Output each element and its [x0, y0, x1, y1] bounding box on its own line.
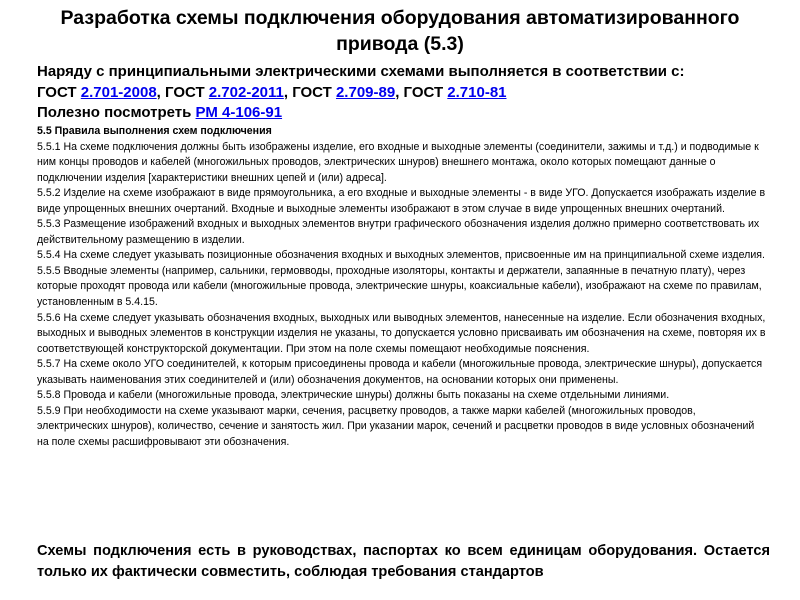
gost-link-2-710[interactable]: 2.710-81: [447, 83, 507, 101]
rule-item: 5.5.6 На схеме следует указывать обозначения входных, выходных или выводных элементов, нанесенные на изделие. Если обозначения входных, выходных и выводных элементов в конструкции изделия не указаны, то допускается условно присваивать им обозначения на схеме, повторяя их в соответствующей конструкторской документации. При этом на поле схемы помещают необходимые пояснения.: [37, 311, 766, 355]
gost-separator: , ГОСТ: [156, 83, 209, 101]
rules-section: [37, 124, 767, 450]
gost-prefix: ГОСТ: [37, 83, 81, 101]
conclusion-text: Схемы подключения есть в руководствах, паспортах ко всем единицам оборудования. Остается только их фактически совместить, соблюдая требования стандартов: [37, 543, 770, 580]
rule-item: 5.5.9 При необходимости на схеме указывают марки, сечения, расцветку проводов, а также марки кабелей (многожильных проводов, электрических шнуров), количество, сечение и занятость жил. При указании марок, сечений и расцветки проводов в виде условных обозначений на поле схемы расшифровывают эти обозначения.: [37, 404, 755, 448]
rule-item: 5.5.3 Размещение изображений входных и выходных элементов внутри графического обозначения изделия должно примерно соответствовать их действительному размещению в изделии.: [37, 218, 760, 246]
rule-item: 5.5.7 На схеме около УГО соединителей, к которым присоединены провода и кабели (многожильные провода, электрические шнуры), допускается указывать наименования этих соединителей и (или) обозначения документов, на основании которых они применены.: [37, 358, 763, 386]
gost-link-2-702[interactable]: 2.702-2011: [208, 83, 284, 101]
gost-separator: , ГОСТ: [395, 83, 448, 101]
intro-block: [37, 62, 767, 124]
rule-item: 5.5.5 Вводные элементы (например, сальники, гермовводы, проходные изоляторы, контакты и держатели, запаянные в печатную плату), через которые проходят провода или кабели (многожильные провода, электрические шнуры, коаксиальные кабели), изображают на схеме по правилам, установленным в 5.4.15.: [37, 264, 762, 309]
rule-item: 5.5.4 На схеме следует указывать позиционные обозначения входных и выходных элементов, присвоенные им на принципиальной схеме изделия.: [37, 249, 765, 262]
rules-heading: 5.5 Правила выполнения схем подключения: [37, 125, 272, 137]
gost-references: [37, 83, 767, 104]
gost-separator: , ГОСТ: [283, 83, 336, 101]
page-title: Разработка схемы подключения оборудования автоматизированного привода (5.3): [60, 7, 740, 55]
gost-link-2-709[interactable]: 2.709-89: [335, 83, 396, 101]
gost-link-2-701[interactable]: 2.701-2008: [80, 83, 157, 101]
see-also: [37, 103, 767, 124]
see-also-label: Полезно посмотреть: [37, 104, 196, 121]
intro-line: Наряду с принципиальными электрическими схемами выполняется в соответствии с:: [37, 63, 685, 80]
rule-item: 5.5.2 Изделие на схеме изображают в виде прямоугольника, а его входные и выходные элементы - в виде УГО. Допускается изображать изделие в виде упрощенных внешних очертаний. Входные и выходные элементы изображают в этом случае в виде упрощенных внешних очертаний.: [37, 187, 766, 215]
rm-link[interactable]: РМ 4-106-91: [195, 104, 283, 121]
rule-item: 5.5.1 На схеме подключения должны быть изображены изделие, его входные и выходные элементы (соединители, зажимы и т.д.) и подводимые к ним концы проводов и кабелей (многожильных проводов, электрических шнуров) внешнего монтажа, около которых помещают данные о подключении изделия [характеристики внешних цепей и (или) адреса].: [37, 140, 759, 184]
rule-item: 5.5.8 Провода и кабели (многожильные провода, электрические шнуры) должны быть показаны на схеме отдельными линиями.: [37, 389, 670, 402]
